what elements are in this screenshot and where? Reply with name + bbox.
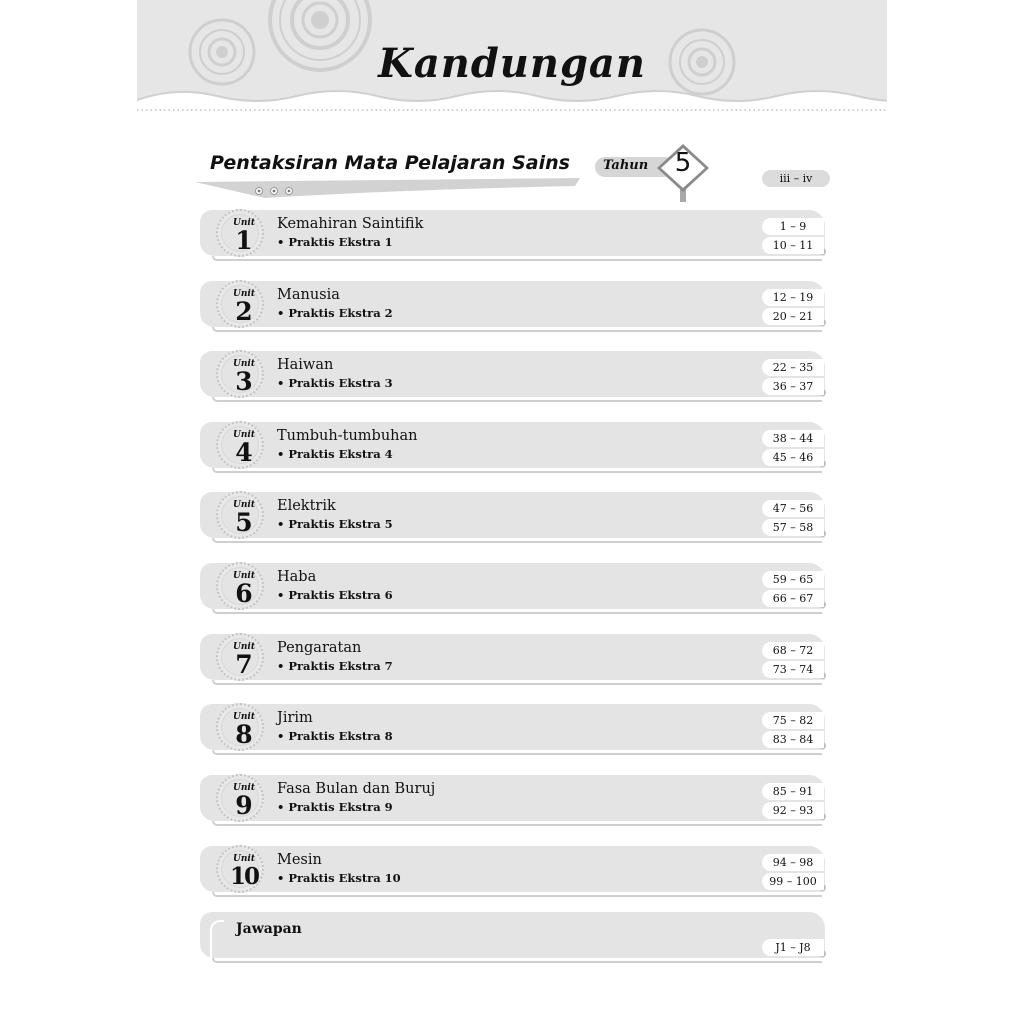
unit-number: 4 — [235, 438, 253, 467]
intro-pages-link[interactable]: iii – iv — [762, 170, 830, 187]
hook-decoration-icon — [210, 920, 224, 958]
unit-badge: Unit 6 — [216, 562, 264, 610]
unit-title[interactable]: Elektrik — [277, 498, 336, 514]
unit-badge: Unit 2 — [216, 280, 264, 328]
extra-pages[interactable]: 36 – 37 — [762, 378, 824, 395]
unit-number: 6 — [235, 579, 253, 608]
swoosh-decoration-icon — [195, 176, 585, 206]
unit-pages[interactable]: 68 – 72 — [762, 642, 824, 659]
header-banner — [137, 0, 887, 118]
extra-practice[interactable]: • Praktis Ekstra 1 — [277, 235, 393, 249]
unit-title[interactable]: Manusia — [277, 287, 340, 303]
unit-pages[interactable]: 75 – 82 — [762, 712, 824, 729]
unit-title[interactable]: Fasa Bulan dan Buruj — [277, 781, 436, 797]
unit-pages[interactable]: 38 – 44 — [762, 430, 824, 447]
unit-title[interactable]: Haiwan — [277, 357, 334, 373]
extra-pages[interactable]: 83 – 84 — [762, 731, 824, 748]
extra-practice[interactable]: • Praktis Ekstra 10 — [277, 871, 401, 885]
subject-title: Pentaksiran Mata Pelajaran Sains — [210, 152, 570, 174]
toc-row-unit-10[interactable] — [200, 846, 828, 898]
unit-title[interactable]: Pengaratan — [277, 640, 362, 656]
extra-practice[interactable]: • Praktis Ekstra 2 — [277, 306, 393, 320]
toc-row-unit-3[interactable] — [200, 351, 828, 403]
toc-row-unit-6[interactable] — [200, 563, 828, 615]
year-badge — [595, 142, 715, 206]
answers-pages[interactable]: J1 – J8 — [762, 939, 824, 956]
answers-title[interactable]: Jawapan — [236, 921, 302, 937]
toc-row-unit-1[interactable] — [200, 210, 828, 262]
unit-title[interactable]: Tumbuh-tumbuhan — [277, 428, 418, 444]
unit-number: 1 — [235, 226, 253, 255]
toc-row-unit-7[interactable] — [200, 634, 828, 686]
extra-pages[interactable]: 10 – 11 — [762, 237, 824, 254]
unit-badge: Unit 10 — [216, 845, 264, 893]
toc-row-unit-8[interactable] — [200, 704, 828, 756]
unit-number: 10 — [229, 863, 258, 890]
unit-title[interactable]: Mesin — [277, 852, 322, 868]
extra-practice[interactable]: • Praktis Ekstra 4 — [277, 447, 393, 461]
extra-practice[interactable]: • Praktis Ekstra 7 — [277, 659, 393, 673]
extra-practice[interactable]: • Praktis Ekstra 8 — [277, 729, 393, 743]
unit-badge: Unit 4 — [216, 421, 264, 469]
unit-badge: Unit 3 — [216, 350, 264, 398]
toc-row-unit-4[interactable] — [200, 422, 828, 474]
extra-pages[interactable]: 99 – 100 — [762, 873, 824, 890]
unit-number: 3 — [235, 367, 253, 396]
unit-badge: Unit 5 — [216, 491, 264, 539]
unit-number: 2 — [235, 297, 253, 326]
page-title: Kandungan — [378, 40, 646, 87]
subject-heading — [195, 150, 595, 200]
extra-pages[interactable]: 73 – 74 — [762, 661, 824, 678]
toc-row-unit-9[interactable] — [200, 775, 828, 827]
unit-title[interactable]: Haba — [277, 569, 317, 585]
extra-practice[interactable]: • Praktis Ekstra 3 — [277, 376, 393, 390]
unit-number: 9 — [235, 791, 253, 820]
unit-pages[interactable]: 85 – 91 — [762, 783, 824, 800]
unit-title[interactable]: Kemahiran Saintifik — [277, 216, 424, 232]
extra-practice[interactable]: • Praktis Ekstra 6 — [277, 588, 393, 602]
year-label: Tahun — [603, 158, 649, 173]
unit-pages[interactable]: 94 – 98 — [762, 854, 824, 871]
extra-pages[interactable]: 57 – 58 — [762, 519, 824, 536]
extra-pages[interactable]: 45 – 46 — [762, 449, 824, 466]
unit-pages[interactable]: 47 – 56 — [762, 500, 824, 517]
extra-pages[interactable]: 66 – 67 — [762, 590, 824, 607]
toc-row-answers[interactable] — [200, 912, 828, 964]
extra-practice[interactable]: • Praktis Ekstra 9 — [277, 800, 393, 814]
unit-number: 8 — [235, 720, 253, 749]
extra-pages[interactable]: 92 – 93 — [762, 802, 824, 819]
unit-pages[interactable]: 59 – 65 — [762, 571, 824, 588]
extra-pages[interactable]: 20 – 21 — [762, 308, 824, 325]
unit-number: 5 — [235, 508, 253, 537]
unit-pages[interactable]: 22 – 35 — [762, 359, 824, 376]
unit-badge: Unit 7 — [216, 633, 264, 681]
toc-row-unit-5[interactable] — [200, 492, 828, 544]
unit-title[interactable]: Jirim — [277, 710, 313, 726]
unit-pages[interactable]: 12 – 19 — [762, 289, 824, 306]
unit-badge: Unit 8 — [216, 703, 264, 751]
extra-practice[interactable]: • Praktis Ekstra 5 — [277, 517, 393, 531]
unit-number: 7 — [235, 650, 253, 679]
unit-badge: Unit 9 — [216, 774, 264, 822]
year-number: 5 — [674, 148, 692, 178]
unit-badge: Unit 1 — [216, 209, 264, 257]
toc-row-unit-2[interactable] — [200, 281, 828, 333]
unit-pages[interactable]: 1 – 9 — [762, 218, 824, 235]
